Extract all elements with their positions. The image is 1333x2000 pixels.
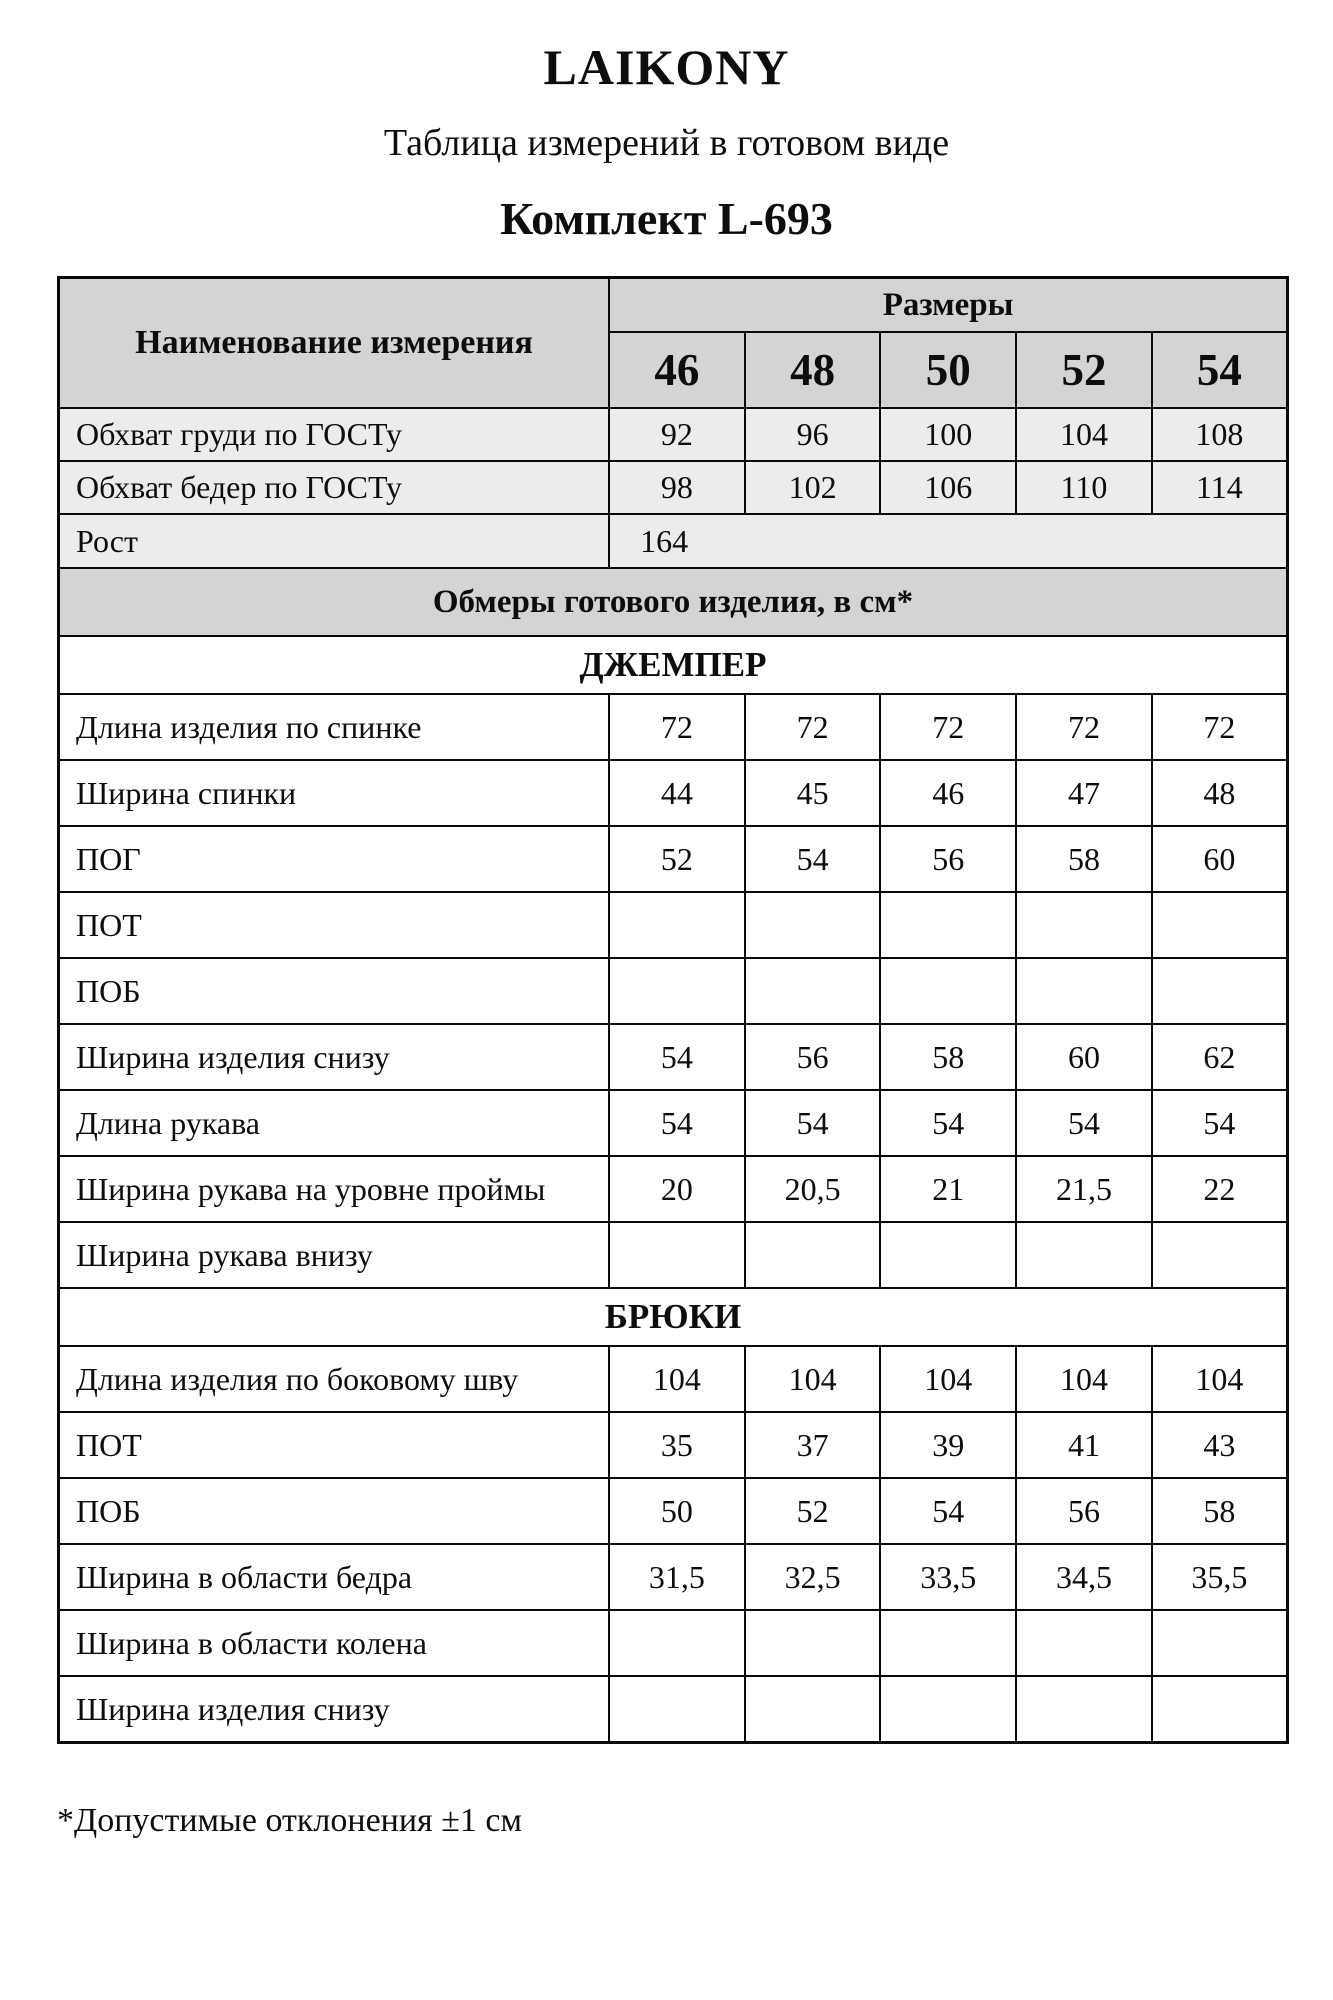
measurement-label: Длина изделия по боковому шву (59, 1346, 610, 1412)
measurement-value (609, 1222, 745, 1288)
measurement-label: Обхват груди по ГОСТу (59, 408, 610, 461)
size-column-header: 46 (609, 332, 745, 408)
measurement-value: 72 (880, 694, 1016, 760)
measurement-value: 52 (609, 826, 745, 892)
measurement-value (745, 892, 881, 958)
table-row (59, 461, 1288, 514)
measurement-value: 47 (1016, 760, 1152, 826)
measurement-value (609, 892, 745, 958)
measurement-value (1152, 1222, 1288, 1288)
measurement-value (609, 958, 745, 1024)
measurement-value: 50 (609, 1478, 745, 1544)
measurement-value (880, 958, 1016, 1024)
measurement-value (1152, 892, 1288, 958)
full-width-row (59, 1288, 1288, 1346)
measurement-value: 106 (880, 461, 1016, 514)
table-row (59, 826, 1288, 892)
measurement-value: 104 (880, 1346, 1016, 1412)
table-row (59, 760, 1288, 826)
measurement-value: 58 (1152, 1478, 1288, 1544)
measurement-value: 54 (745, 826, 881, 892)
measurement-value: 54 (1016, 1090, 1152, 1156)
product-title: Комплект L-693 (500, 193, 833, 244)
measurement-value: 114 (1152, 461, 1288, 514)
measures-header-cell: Обмеры готового изделия, в см* (59, 568, 1288, 636)
measurement-value (1016, 958, 1152, 1024)
measurement-label: Ширина рукава внизу (59, 1222, 610, 1288)
measurement-value: 104 (745, 1346, 881, 1412)
measurement-label: Обхват бедер по ГОСТу (59, 461, 610, 514)
measurement-value: 20 (609, 1156, 745, 1222)
table-row (59, 1544, 1288, 1610)
section-title-cell: БРЮКИ (59, 1288, 1288, 1346)
measurement-value: 54 (609, 1090, 745, 1156)
measurement-value (1016, 892, 1152, 958)
measurement-value: 45 (745, 760, 881, 826)
size-column-header: 50 (880, 332, 1016, 408)
measurement-value (1016, 1676, 1152, 1743)
measurement-value: 35,5 (1152, 1544, 1288, 1610)
measurement-value: 41 (1016, 1412, 1152, 1478)
measurement-name-header: Наименование измерения (59, 278, 610, 409)
measurement-value: 56 (1016, 1478, 1152, 1544)
measurement-value (1152, 1610, 1288, 1676)
measurement-label: Ширина спинки (59, 760, 610, 826)
measurement-label: Ширина рукава на уровне проймы (59, 1156, 610, 1222)
measurement-value: 39 (880, 1412, 1016, 1478)
measurement-label: Длина рукава (59, 1090, 610, 1156)
measurement-label: ПОБ (59, 958, 610, 1024)
measurement-label: ПОТ (59, 1412, 610, 1478)
measurement-value (745, 958, 881, 1024)
table-row (59, 1412, 1288, 1478)
measurement-value: 48 (1152, 760, 1288, 826)
full-width-row (59, 636, 1288, 694)
measurement-value: 60 (1016, 1024, 1152, 1090)
measurement-value: 44 (609, 760, 745, 826)
page-subtitle: Таблица измерений в готовом виде (383, 122, 950, 164)
measurement-value: 104 (609, 1346, 745, 1412)
measurement-value: 52 (745, 1478, 881, 1544)
measurement-value: 110 (1016, 461, 1152, 514)
measurement-value: 100 (880, 408, 1016, 461)
table-row (59, 1090, 1288, 1156)
measurement-value: 104 (1016, 1346, 1152, 1412)
measurement-value: 56 (880, 826, 1016, 892)
measurement-value: 21 (880, 1156, 1016, 1222)
measurement-value: 72 (745, 694, 881, 760)
measurement-value (745, 1676, 881, 1743)
measurement-value: 35 (609, 1412, 745, 1478)
size-column-header: 48 (745, 332, 881, 408)
measurement-value: 20,5 (745, 1156, 881, 1222)
measurement-value: 72 (1152, 694, 1288, 760)
measurement-value (609, 1610, 745, 1676)
table-row (59, 892, 1288, 958)
measurement-value: 46 (880, 760, 1016, 826)
table-row (59, 1478, 1288, 1544)
height-value: 164 (609, 514, 1287, 568)
measurement-value (880, 1676, 1016, 1743)
table-row (59, 1156, 1288, 1222)
table-row (59, 1222, 1288, 1288)
measurement-value (880, 1222, 1016, 1288)
table-row (59, 1346, 1288, 1412)
full-width-row (59, 568, 1288, 636)
measurement-value: 58 (1016, 826, 1152, 892)
table-row (59, 958, 1288, 1024)
measurement-value: 34,5 (1016, 1544, 1152, 1610)
measurement-label: ПОГ (59, 826, 610, 892)
size-column-header: 54 (1152, 332, 1288, 408)
measurement-value: 32,5 (745, 1544, 881, 1610)
measurement-value: 54 (880, 1478, 1016, 1544)
measurement-value: 54 (880, 1090, 1016, 1156)
measurement-value: 108 (1152, 408, 1288, 461)
measurement-label: ПОТ (59, 892, 610, 958)
table-row (59, 1024, 1288, 1090)
measurements-table (57, 276, 1289, 1744)
table-body (59, 408, 1288, 1743)
measurement-value: 37 (745, 1412, 881, 1478)
measurement-value: 72 (609, 694, 745, 760)
measurement-value (609, 1676, 745, 1743)
table-row (59, 1676, 1288, 1743)
table-row (59, 1610, 1288, 1676)
measurement-value: 92 (609, 408, 745, 461)
measurement-value: 43 (1152, 1412, 1288, 1478)
measurement-label: Ширина изделия снизу (59, 1024, 610, 1090)
measurement-value: 98 (609, 461, 745, 514)
measurement-value: 56 (745, 1024, 881, 1090)
measurement-value (880, 892, 1016, 958)
title-block (0, 0, 1333, 242)
measurement-value (745, 1222, 881, 1288)
height-row (59, 514, 1288, 568)
measurement-value: 33,5 (880, 1544, 1016, 1610)
measurement-value: 96 (745, 408, 881, 461)
measurement-value: 22 (1152, 1156, 1288, 1222)
brand-title: LAIKONY (543, 39, 790, 95)
tolerance-footnote: *Допустимые отклонения ±1 см (57, 1802, 522, 1839)
measurement-label: Ширина изделия снизу (59, 1676, 610, 1743)
measurement-value (745, 1610, 881, 1676)
table-row (59, 694, 1288, 760)
measurement-value: 54 (1152, 1090, 1288, 1156)
measurement-value: 21,5 (1016, 1156, 1152, 1222)
table-row (59, 408, 1288, 461)
measurement-value: 104 (1016, 408, 1152, 461)
measurement-value: 58 (880, 1024, 1016, 1090)
measurement-label: ПОБ (59, 1478, 610, 1544)
measurement-value (880, 1610, 1016, 1676)
measurement-value: 72 (1016, 694, 1152, 760)
measurement-label: Рост (59, 514, 610, 568)
measurement-value (1016, 1222, 1152, 1288)
measurement-value: 54 (745, 1090, 881, 1156)
measurement-value: 102 (745, 461, 881, 514)
measurement-value: 60 (1152, 826, 1288, 892)
measurement-label: Ширина в области колена (59, 1610, 610, 1676)
measurement-label: Ширина в области бедра (59, 1544, 610, 1610)
measurement-value: 31,5 (609, 1544, 745, 1610)
table-header-row (59, 278, 1288, 333)
measurement-value: 104 (1152, 1346, 1288, 1412)
measurement-value: 62 (1152, 1024, 1288, 1090)
sizes-group-header: Размеры (609, 278, 1287, 333)
section-title-cell: ДЖЕМПЕР (59, 636, 1288, 694)
measurement-value (1152, 1676, 1288, 1743)
measurement-value (1016, 1610, 1152, 1676)
measurement-value: 54 (609, 1024, 745, 1090)
size-column-header: 52 (1016, 332, 1152, 408)
measurement-value (1152, 958, 1288, 1024)
measurement-label: Длина изделия по спинке (59, 694, 610, 760)
